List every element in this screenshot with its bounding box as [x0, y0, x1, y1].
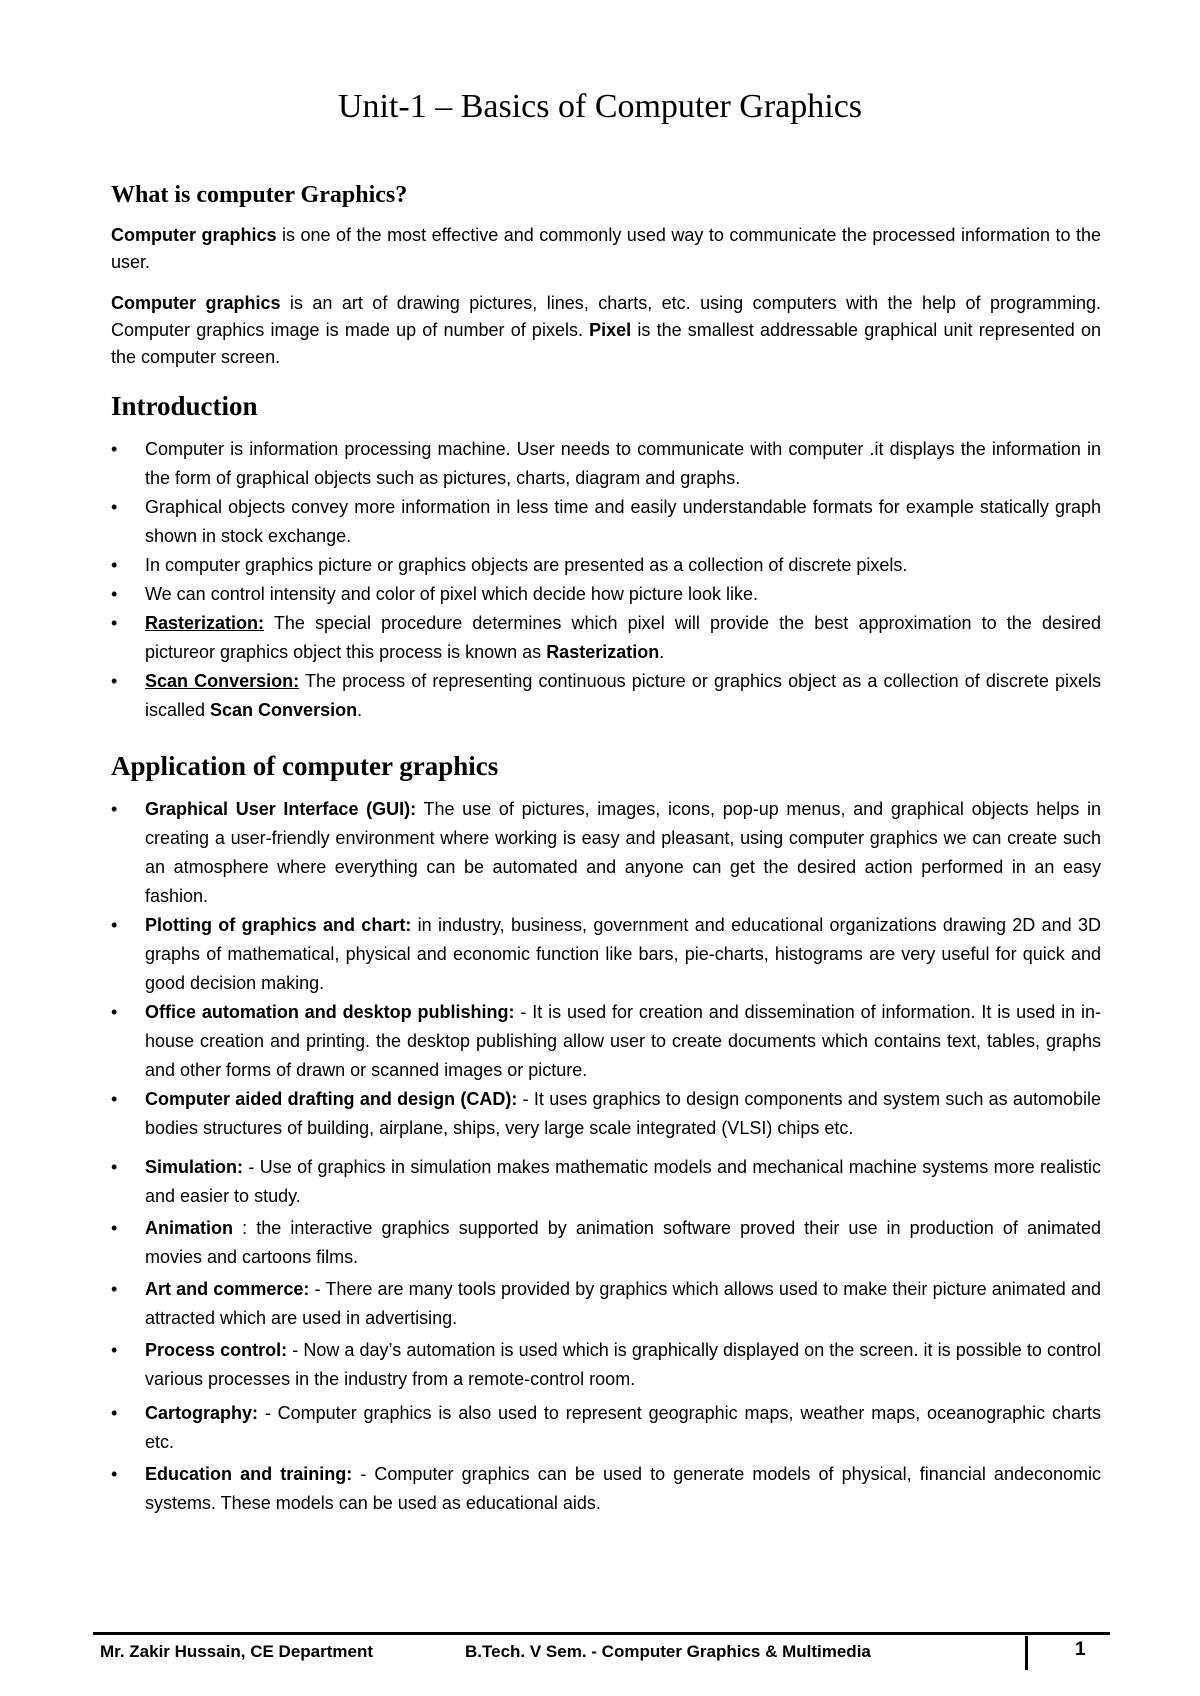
item-text: - Computer graphics can be used to generate models of physical, financial andeconomic systems. These models can be used as educational aids.: [145, 1464, 1101, 1513]
item-text: The use of pictures, images, icons, pop-up menus, and graphical objects helps in creating a user-friendly environment where working is easy and pleasant, using computer graphics we can create such an atmosphere where everything can be automated and anyone can get the desired action performed in an easy fashion.: [145, 799, 1101, 906]
term-rasterization: Rasterization: [546, 642, 660, 662]
document-body: [111, 178, 1101, 1518]
list-item: • Graphical objects convey more information in less time and easily understandable formats for example statically graph shown in stock exchange.: [111, 493, 1101, 551]
list-item-text: The process of representing continuous picture or graphics object as a collection of discrete pixels iscalled: [145, 671, 1101, 720]
term-scan-conversion: Scan Conversion: [210, 700, 358, 720]
applications-list: [111, 795, 1101, 1518]
paragraph-text: is an art of drawing pictures, lines, charts, etc. using computers with the help of programming. Computer graphics image is made up of number of pixels.: [111, 293, 1101, 340]
item-label: Animation: [145, 1218, 233, 1238]
list-item: • Computer is information processing machine. User needs to communicate with computer .it displays the information in the form of graphical objects such as pictures, charts, diagram and graphs.: [111, 435, 1101, 493]
item-label: Plotting of graphics and chart:: [145, 915, 412, 935]
paragraph-definition-2: [111, 290, 1101, 371]
item-text: - It is used for creation and dissemination of information. It is used in in-house creation and printing. the desktop publishing allow user to create documents which contains text, tables, graphs and other forms of drawn or scanned images or picture.: [145, 1002, 1101, 1080]
term-computer-graphics: Computer graphics: [111, 225, 277, 245]
list-item: • In computer graphics picture or graphics objects are presented as a collection of discrete pixels.: [111, 551, 1101, 580]
list-item: [111, 1460, 1101, 1518]
item-text: - Use of graphics in simulation makes mathematic models and mechanical machine systems more realistic and easier to study.: [145, 1157, 1101, 1206]
page-number: 1: [1075, 1639, 1086, 1660]
list-item: [111, 1336, 1101, 1394]
paragraph-text: is one of the most effective and commonly used way to communicate the processed information to the user.: [111, 225, 1102, 272]
heading-what-is: What is computer Graphics?: [111, 182, 408, 208]
term-rasterization-label: Rasterization:: [145, 613, 265, 633]
list-item: [111, 998, 1101, 1085]
term-scan-conversion-label: Scan Conversion:: [145, 671, 300, 691]
item-label: Process control:: [145, 1340, 288, 1360]
item-label: Office automation and desktop publishing:: [145, 1002, 515, 1022]
term-pixel: Pixel: [589, 320, 632, 340]
list-item-scan-conversion: [111, 667, 1101, 725]
item-label: Education and training:: [145, 1464, 353, 1484]
heading-introduction: Introduction: [111, 391, 258, 421]
list-item: [111, 1214, 1101, 1272]
item-label: Art and commerce:: [145, 1279, 310, 1299]
footer-divider: [93, 1632, 1110, 1635]
list-item: [111, 1275, 1101, 1333]
item-text: - It uses graphics to design components and system such as automobile bodies structures of building, airplane, ships, very large scale integrated (VLSI) chips etc.: [145, 1089, 1101, 1138]
introduction-list: [111, 435, 1101, 725]
term-computer-graphics: Computer graphics: [111, 293, 281, 313]
footer-author: Mr. Zakir Hussain, CE Department: [100, 1642, 374, 1661]
item-text: in industry, business, government and educational organizations drawing 2D and 3D graphs of mathematical, physical and economic function like bars, pie-charts, histograms are very useful for quick and good decision making.: [145, 915, 1101, 993]
item-text: - There are many tools provided by graphics which allows used to make their picture animated and attracted which are used in advertising.: [145, 1279, 1101, 1328]
item-label: Cartography:: [145, 1403, 259, 1423]
item-label: Graphical User Interface (GUI):: [145, 799, 417, 819]
item-text: : the interactive graphics supported by animation software proved their use in production of animated movies and cartoons films.: [145, 1218, 1101, 1267]
list-item: [111, 911, 1101, 998]
list-item: [111, 795, 1101, 911]
list-item-rasterization: [111, 609, 1101, 667]
list-item-text: .: [659, 642, 665, 662]
list-item: [111, 1153, 1101, 1211]
list-item: [111, 1399, 1101, 1457]
item-text: - Now a day’s automation is used which is graphically displayed on the screen. it is possible to control various processes in the industry from a remote-control room.: [145, 1340, 1101, 1389]
list-item: • We can control intensity and color of pixel which decide how picture look like.: [111, 580, 1101, 609]
footer-separator: [1025, 1636, 1028, 1670]
paragraph-text: is the smallest addressable graphical unit represented on the computer screen.: [111, 320, 1101, 367]
paragraph-definition-1: [111, 222, 1101, 276]
list-item-text: The special procedure determines which pixel will provide the best approximation to the desired pictureor graphics object this process is known as: [145, 613, 1101, 662]
footer-course: B.Tech. V Sem. - Computer Graphics & Multimedia: [465, 1642, 871, 1661]
list-item-text: .: [357, 700, 363, 720]
page-title: Unit-1 – Basics of Computer Graphics: [337, 88, 863, 125]
item-text: - Computer graphics is also used to represent geographic maps, weather maps, oceanographic charts etc.: [145, 1403, 1101, 1452]
item-label: Simulation:: [145, 1157, 243, 1177]
heading-applications: Application of computer graphics: [111, 751, 499, 781]
item-label: Computer aided drafting and design (CAD):: [145, 1089, 518, 1109]
list-item: [111, 1085, 1101, 1143]
